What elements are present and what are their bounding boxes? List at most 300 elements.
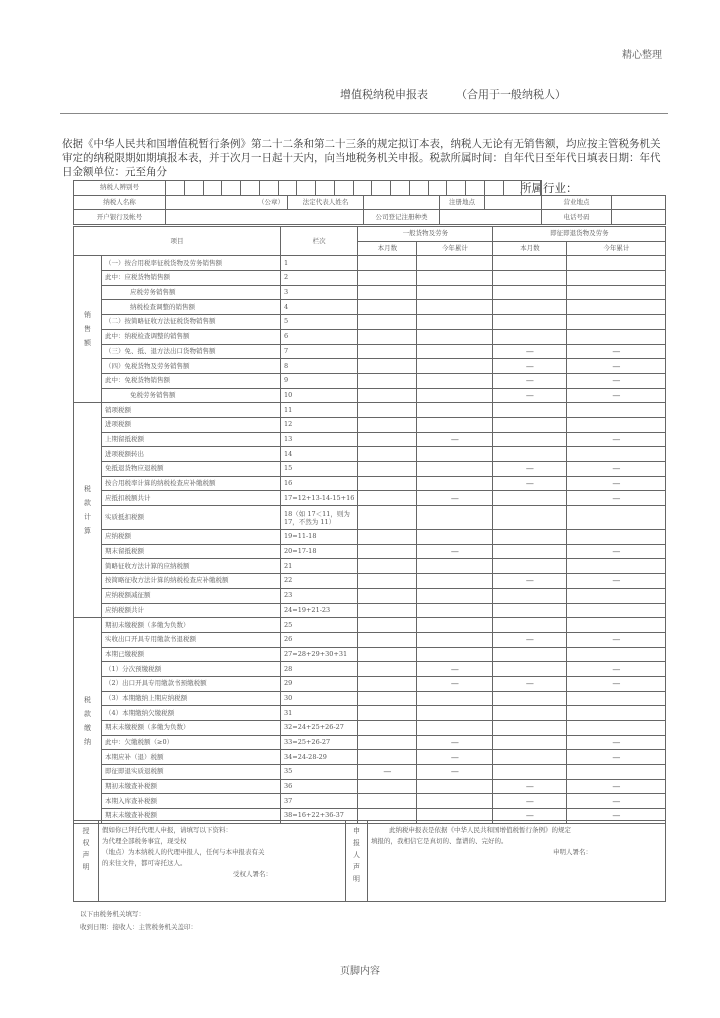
authorization-signature: 受权人署名： bbox=[233, 870, 272, 878]
statement-table bbox=[73, 820, 666, 902]
table-row bbox=[74, 417, 666, 432]
column-header-line-no: 栏次 bbox=[281, 227, 358, 256]
form-title-sub: （合用于一般纳税人） bbox=[455, 88, 566, 101]
immediate-month-cell: — bbox=[493, 388, 567, 403]
row-line-number: 14 bbox=[281, 447, 358, 462]
row-line-number: 16 bbox=[281, 476, 358, 491]
row-item-label: 应抵扣税额共计 bbox=[102, 491, 281, 506]
row-line-number: 19=11-18 bbox=[281, 530, 358, 545]
office-notes bbox=[80, 908, 197, 934]
general-ytd-cell[interactable] bbox=[417, 618, 493, 633]
general-ytd-cell[interactable] bbox=[417, 603, 493, 618]
company-type-field[interactable] bbox=[440, 210, 542, 225]
immediate-ytd-cell: — bbox=[567, 373, 666, 388]
section-label-cell bbox=[74, 618, 102, 824]
row-item-label: 期初未缴税额（多缴为负数） bbox=[102, 618, 281, 633]
general-ytd-cell[interactable] bbox=[417, 271, 493, 286]
table-row bbox=[74, 603, 666, 618]
general-ytd-cell[interactable] bbox=[417, 721, 493, 736]
immediate-month-cell[interactable] bbox=[493, 447, 567, 462]
declaration-line: 此纳税申报表是依据《中华人民共和国增值税暂行条例》的规定 bbox=[389, 826, 571, 834]
row-line-number: 24=19+21-23 bbox=[281, 603, 358, 618]
authorization-text[interactable] bbox=[99, 821, 346, 902]
general-ytd-cell[interactable] bbox=[417, 329, 493, 344]
taxpayer-id-digit-box[interactable] bbox=[504, 181, 523, 195]
general-month-cell[interactable] bbox=[358, 632, 417, 647]
taxpayer-id-digit-box[interactable] bbox=[279, 181, 298, 195]
immediate-month-cell[interactable] bbox=[493, 417, 567, 432]
table-row bbox=[74, 662, 666, 677]
phone-field[interactable] bbox=[612, 210, 666, 225]
reg-address-label: 注册地点 bbox=[440, 195, 485, 210]
row-line-number: 31 bbox=[281, 706, 358, 721]
table-row bbox=[74, 588, 666, 603]
row-line-number: 1 bbox=[281, 256, 358, 271]
table-row bbox=[74, 432, 666, 447]
table-row bbox=[74, 256, 666, 271]
general-ytd-cell[interactable] bbox=[417, 359, 493, 374]
immediate-month-cell[interactable] bbox=[493, 491, 567, 506]
row-item-label: 销项税额 bbox=[102, 403, 281, 418]
general-ytd-cell[interactable] bbox=[417, 794, 493, 809]
immediate-ytd-cell[interactable] bbox=[567, 618, 666, 633]
immediate-ytd-cell: — bbox=[567, 491, 666, 506]
immediate-month-cell[interactable] bbox=[493, 506, 567, 530]
row-line-number: 32=24+25+26-27 bbox=[281, 721, 358, 736]
immediate-month-cell: — bbox=[493, 373, 567, 388]
table-row bbox=[74, 403, 666, 418]
general-ytd-cell[interactable] bbox=[417, 388, 493, 403]
immediate-ytd-cell: — bbox=[567, 476, 666, 491]
immediate-month-cell[interactable] bbox=[493, 256, 567, 271]
authorization-line: 假如你已拜托代理人申报，请填写以下资料： bbox=[102, 826, 232, 834]
immediate-month-cell: — bbox=[493, 344, 567, 359]
immediate-ytd-cell: — bbox=[567, 388, 666, 403]
general-ytd-cell[interactable] bbox=[417, 706, 493, 721]
row-line-number: 9 bbox=[281, 373, 358, 388]
column-header-general-ytd: 今年累计 bbox=[417, 241, 493, 256]
general-month-cell[interactable] bbox=[358, 373, 417, 388]
immediate-month-cell[interactable] bbox=[493, 691, 567, 706]
table-row bbox=[74, 735, 666, 750]
taxpayer-id-digit-box[interactable] bbox=[429, 181, 448, 195]
immediate-month-cell: — bbox=[493, 359, 567, 374]
general-month-cell[interactable] bbox=[358, 706, 417, 721]
general-ytd-cell: — bbox=[417, 676, 493, 691]
intro-paragraph: 依据《中华人民共和国增值税暂行条例》第二十二条和第二十三条的规定拟订本表，纳税人无论有无销售额，均应按主管税务机关审定的纳税限期如期填报本表，并于次月一日起十天内，向当地税务机关申报。税款所属时间：自年代日至年代日填表日期：年代日金额单位：元至角分 bbox=[62, 138, 661, 178]
general-ytd-cell[interactable] bbox=[417, 632, 493, 647]
row-line-number: 30 bbox=[281, 691, 358, 706]
general-ytd-cell[interactable] bbox=[417, 447, 493, 462]
table-row bbox=[74, 706, 666, 721]
immediate-ytd-cell[interactable] bbox=[567, 559, 666, 574]
immediate-ytd-cell: — bbox=[567, 632, 666, 647]
row-item-label: 即征即退实质退税额 bbox=[102, 765, 281, 780]
general-month-cell[interactable] bbox=[358, 779, 417, 794]
row-line-number: 7 bbox=[281, 344, 358, 359]
row-item-label: （四）免税货物及劳务销售额 bbox=[102, 359, 281, 374]
column-header-general: 一般货物及劳务 bbox=[358, 227, 493, 242]
general-month-cell[interactable] bbox=[358, 300, 417, 315]
row-line-number: 5 bbox=[281, 315, 358, 330]
taxpayer-id-digit-box[interactable] bbox=[372, 181, 391, 195]
column-header-item: 项目 bbox=[74, 227, 281, 256]
immediate-ytd-cell: — bbox=[567, 574, 666, 589]
general-month-cell[interactable] bbox=[358, 647, 417, 662]
row-item-label: 纳税检查调整的销售额 bbox=[102, 300, 281, 315]
row-item-label: （2）出口开具专用缴款书预缴税额 bbox=[102, 676, 281, 691]
row-line-number: 23 bbox=[281, 588, 358, 603]
immediate-ytd-cell[interactable] bbox=[567, 530, 666, 545]
immediate-month-cell[interactable] bbox=[493, 721, 567, 736]
immediate-ytd-cell: — bbox=[567, 344, 666, 359]
table-row bbox=[74, 344, 666, 359]
table-row bbox=[74, 750, 666, 765]
general-ytd-cell[interactable] bbox=[417, 691, 493, 706]
immediate-ytd-cell[interactable] bbox=[567, 417, 666, 432]
general-month-cell[interactable] bbox=[358, 544, 417, 559]
row-line-number: 33=25+26-27 bbox=[281, 735, 358, 750]
row-item-label: 应税劳务销售额 bbox=[102, 285, 281, 300]
immediate-month-cell[interactable] bbox=[493, 618, 567, 633]
immediate-month-cell[interactable] bbox=[493, 432, 567, 447]
immediate-month-cell[interactable] bbox=[493, 603, 567, 618]
immediate-ytd-cell[interactable] bbox=[567, 647, 666, 662]
legal-rep-field[interactable] bbox=[364, 195, 440, 210]
immediate-month-cell[interactable] bbox=[493, 706, 567, 721]
immediate-ytd-cell: — bbox=[567, 676, 666, 691]
table-row bbox=[74, 647, 666, 662]
immediate-ytd-cell[interactable] bbox=[567, 588, 666, 603]
row-line-number: 25 bbox=[281, 618, 358, 633]
table-row bbox=[74, 544, 666, 559]
immediate-ytd-cell[interactable] bbox=[567, 256, 666, 271]
general-month-cell[interactable] bbox=[358, 447, 417, 462]
immediate-ytd-cell: — bbox=[567, 462, 666, 477]
row-item-label: 应纳税额 bbox=[102, 530, 281, 545]
immediate-ytd-cell[interactable] bbox=[567, 603, 666, 618]
table-row bbox=[74, 779, 666, 794]
legal-rep-label: 法定代表人姓名 bbox=[288, 195, 364, 210]
taxpayer-id-digit-box[interactable] bbox=[466, 181, 485, 195]
row-line-number: 12 bbox=[281, 417, 358, 432]
immediate-ytd-cell[interactable] bbox=[567, 721, 666, 736]
section-label-cell bbox=[74, 403, 102, 618]
row-item-label: 简略征收方法计算的应纳税额 bbox=[102, 559, 281, 574]
section-label-cell bbox=[74, 256, 102, 403]
table-row bbox=[74, 462, 666, 477]
section-label: 税款计算 bbox=[84, 485, 91, 536]
general-ytd-cell[interactable] bbox=[417, 315, 493, 330]
immediate-month-cell: — bbox=[493, 462, 567, 477]
row-item-label: （二）按简略征收方法征税货物销售额 bbox=[102, 315, 281, 330]
general-ytd-cell[interactable] bbox=[417, 256, 493, 271]
table-row bbox=[74, 506, 666, 530]
general-month-cell[interactable] bbox=[358, 403, 417, 418]
row-item-label: 本期已缴税额 bbox=[102, 647, 281, 662]
row-item-label: 此中：纳税检查调整的销售额 bbox=[102, 329, 281, 344]
bank-account-label: 开户银行及帐号 bbox=[74, 210, 166, 225]
phone-label: 电话号码 bbox=[542, 210, 612, 225]
immediate-ytd-cell[interactable] bbox=[567, 300, 666, 315]
general-ytd-cell[interactable] bbox=[417, 462, 493, 477]
general-month-cell[interactable] bbox=[358, 530, 417, 545]
general-ytd-cell[interactable] bbox=[417, 506, 493, 530]
column-header-general-month: 本月数 bbox=[358, 241, 417, 256]
immediate-month-cell[interactable] bbox=[493, 588, 567, 603]
taxpayer-id-digit-box[interactable] bbox=[316, 181, 335, 195]
general-ytd-cell[interactable] bbox=[417, 403, 493, 418]
general-month-cell[interactable] bbox=[358, 794, 417, 809]
immediate-month-cell[interactable] bbox=[493, 662, 567, 677]
immediate-month-cell[interactable] bbox=[493, 750, 567, 765]
general-month-cell[interactable] bbox=[358, 285, 417, 300]
form-title-main: 增值税纳税申报表 bbox=[340, 88, 428, 101]
table-row bbox=[74, 300, 666, 315]
general-ytd-cell[interactable] bbox=[417, 588, 493, 603]
row-item-label: 应纳税额共计 bbox=[102, 603, 281, 618]
general-month-cell: — bbox=[358, 765, 417, 780]
taxpayer-id-digit-box[interactable] bbox=[391, 181, 410, 195]
immediate-month-cell: — bbox=[493, 574, 567, 589]
general-month-cell[interactable] bbox=[358, 432, 417, 447]
authorization-label: 授权声明 bbox=[82, 827, 90, 871]
general-month-cell[interactable] bbox=[358, 476, 417, 491]
taxpayer-id-label: 纳税人辨别号 bbox=[74, 181, 166, 196]
general-ytd-cell[interactable] bbox=[417, 285, 493, 300]
general-month-cell[interactable] bbox=[358, 491, 417, 506]
general-ytd-cell[interactable] bbox=[417, 530, 493, 545]
row-item-label: （3）本期缴纳上期应纳税额 bbox=[102, 691, 281, 706]
immediate-ytd-cell: — bbox=[567, 735, 666, 750]
immediate-ytd-cell[interactable] bbox=[567, 691, 666, 706]
general-month-cell[interactable] bbox=[358, 721, 417, 736]
bank-account-field[interactable] bbox=[166, 210, 364, 225]
row-item-label: 按简略征收方法计算的纳税检查应补缴税额 bbox=[102, 574, 281, 589]
table-row bbox=[74, 559, 666, 574]
industry-label: 所属行业： bbox=[520, 181, 578, 195]
general-ytd-cell: — bbox=[417, 491, 493, 506]
table-row bbox=[74, 491, 666, 506]
taxpayer-id-digit-box[interactable] bbox=[335, 181, 354, 195]
taxpayer-id-digit-box[interactable] bbox=[166, 181, 185, 195]
general-ytd-cell[interactable] bbox=[417, 373, 493, 388]
row-line-number: 4 bbox=[281, 300, 358, 315]
immediate-ytd-cell[interactable] bbox=[567, 315, 666, 330]
taxpayer-id-digit-box[interactable] bbox=[185, 181, 204, 195]
taxpayer-id-digit-box[interactable] bbox=[260, 181, 279, 195]
authorization-line: （地点）为本纳税人的代理申报人，任何与本申报表有关 bbox=[102, 848, 265, 856]
taxpayer-name-field[interactable] bbox=[166, 195, 288, 210]
general-month-cell[interactable] bbox=[358, 735, 417, 750]
general-month-cell[interactable] bbox=[358, 359, 417, 374]
authorization-label-cell bbox=[74, 821, 99, 902]
immediate-ytd-cell: — bbox=[567, 432, 666, 447]
row-item-label: 实质抵扣税额 bbox=[102, 506, 281, 530]
general-ytd-cell[interactable] bbox=[417, 559, 493, 574]
immediate-month-cell[interactable] bbox=[493, 300, 567, 315]
general-month-cell[interactable] bbox=[358, 676, 417, 691]
row-line-number: 20=17-18 bbox=[281, 544, 358, 559]
row-line-number: 22 bbox=[281, 574, 358, 589]
general-month-cell[interactable] bbox=[358, 750, 417, 765]
section-label: 销售额 bbox=[84, 311, 91, 348]
declaration-line: 填报的，我相信它是真切的、靠谱的、完好的。 bbox=[371, 837, 508, 845]
business-address-label: 营业地点 bbox=[542, 195, 612, 210]
table-row bbox=[74, 285, 666, 300]
general-month-cell[interactable] bbox=[358, 315, 417, 330]
section-label: 税款缴纳 bbox=[84, 695, 91, 746]
immediate-ytd-cell[interactable] bbox=[567, 403, 666, 418]
taxpayer-id-digit-box[interactable] bbox=[447, 181, 466, 195]
immediate-month-cell[interactable] bbox=[493, 647, 567, 662]
row-line-number: 18（如 17＜11，则为 17，不然为 11） bbox=[281, 506, 358, 530]
row-line-number: 6 bbox=[281, 329, 358, 344]
immediate-ytd-cell[interactable] bbox=[567, 765, 666, 780]
table-row bbox=[74, 574, 666, 589]
taxpayer-id-digit-box[interactable] bbox=[204, 181, 223, 195]
immediate-ytd-cell[interactable] bbox=[567, 506, 666, 530]
taxpayer-id-digit-box[interactable] bbox=[222, 181, 241, 195]
column-header-immediate-month: 本月数 bbox=[493, 241, 567, 256]
column-header-immediate-ytd: 今年累计 bbox=[567, 241, 666, 256]
immediate-month-cell: — bbox=[493, 632, 567, 647]
declaration-text[interactable] bbox=[368, 821, 666, 902]
taxpayer-id-digit-box[interactable] bbox=[485, 181, 504, 195]
immediate-ytd-cell[interactable] bbox=[567, 329, 666, 344]
table-row bbox=[74, 765, 666, 780]
taxpayer-id-digit-box[interactable] bbox=[241, 181, 260, 195]
row-item-label: 本期应补（退）税额 bbox=[102, 750, 281, 765]
general-ytd-cell[interactable] bbox=[417, 344, 493, 359]
immediate-month-cell: — bbox=[493, 779, 567, 794]
immediate-ytd-cell: — bbox=[567, 794, 666, 809]
row-line-number: 10 bbox=[281, 388, 358, 403]
general-ytd-cell[interactable] bbox=[417, 417, 493, 432]
immediate-month-cell[interactable] bbox=[493, 271, 567, 286]
taxpayer-id-digit-box[interactable] bbox=[297, 181, 316, 195]
general-month-cell[interactable] bbox=[358, 344, 417, 359]
table-row bbox=[74, 447, 666, 462]
table-row bbox=[74, 676, 666, 691]
row-line-number: 26 bbox=[281, 632, 358, 647]
row-line-number: 35 bbox=[281, 765, 358, 780]
row-line-number: 17=12+13-14-15+16 bbox=[281, 491, 358, 506]
row-item-label: （4）本期缴纳欠缴税额 bbox=[102, 706, 281, 721]
column-header-immediate: 即征即退货物及劳务 bbox=[493, 227, 666, 242]
table-row bbox=[74, 794, 666, 809]
general-ytd-cell: — bbox=[417, 432, 493, 447]
immediate-month-cell[interactable] bbox=[493, 735, 567, 750]
immediate-month-cell[interactable] bbox=[493, 329, 567, 344]
general-month-cell[interactable] bbox=[358, 618, 417, 633]
row-line-number: 34=24-28-29 bbox=[281, 750, 358, 765]
immediate-ytd-cell[interactable] bbox=[567, 706, 666, 721]
row-line-number: 38=16+22+36-37 bbox=[281, 809, 358, 824]
table-row bbox=[74, 721, 666, 736]
seal-label: （公章） bbox=[258, 198, 284, 207]
general-ytd-cell[interactable] bbox=[417, 647, 493, 662]
reg-address-field[interactable] bbox=[485, 195, 542, 210]
immediate-ytd-cell[interactable] bbox=[567, 271, 666, 286]
immediate-month-cell[interactable] bbox=[493, 544, 567, 559]
general-month-cell[interactable] bbox=[358, 388, 417, 403]
immediate-month-cell[interactable] bbox=[493, 315, 567, 330]
row-item-label: （1）分次预缴税额 bbox=[102, 662, 281, 677]
title-divider bbox=[60, 113, 668, 114]
row-line-number: 11 bbox=[281, 403, 358, 418]
general-ytd-cell[interactable] bbox=[417, 476, 493, 491]
row-line-number: 29 bbox=[281, 676, 358, 691]
immediate-ytd-cell: — bbox=[567, 809, 666, 824]
general-month-cell[interactable] bbox=[358, 506, 417, 530]
office-note: 收到日期：接收人：主管税务机关盖印： bbox=[80, 923, 197, 931]
general-month-cell[interactable] bbox=[358, 588, 417, 603]
immediate-month-cell[interactable] bbox=[493, 530, 567, 545]
taxpayer-name-label: 纳税人名称 bbox=[74, 195, 166, 210]
immediate-month-cell[interactable] bbox=[493, 285, 567, 300]
taxpayer-id-digit-box[interactable] bbox=[354, 181, 373, 195]
general-month-cell[interactable] bbox=[358, 417, 417, 432]
row-item-label: （三）免、抵、退方法出口货物销售额 bbox=[102, 344, 281, 359]
immediate-ytd-cell[interactable] bbox=[567, 447, 666, 462]
general-month-cell[interactable] bbox=[358, 559, 417, 574]
general-ytd-cell: — bbox=[417, 544, 493, 559]
table-row bbox=[74, 329, 666, 344]
immediate-month-cell[interactable] bbox=[493, 559, 567, 574]
taxpayer-info-table bbox=[73, 180, 666, 225]
row-line-number: 37 bbox=[281, 794, 358, 809]
row-item-label: 上期留抵税额 bbox=[102, 432, 281, 447]
general-month-cell[interactable] bbox=[358, 603, 417, 618]
page-footer: 页脚内容 bbox=[340, 966, 380, 977]
row-item-label: （一）按合用税率征税货物及劳务销售额 bbox=[102, 256, 281, 271]
general-ytd-cell[interactable] bbox=[417, 300, 493, 315]
general-month-cell[interactable] bbox=[358, 574, 417, 589]
row-line-number: 15 bbox=[281, 462, 358, 477]
table-row bbox=[74, 359, 666, 374]
row-line-number: 2 bbox=[281, 271, 358, 286]
general-month-cell[interactable] bbox=[358, 256, 417, 271]
immediate-month-cell: — bbox=[493, 476, 567, 491]
general-ytd-cell[interactable] bbox=[417, 779, 493, 794]
taxpayer-id-boxes[interactable] bbox=[166, 181, 542, 196]
immediate-month-cell[interactable] bbox=[493, 765, 567, 780]
row-item-label: 实收出口开具专用缴款书退税额 bbox=[102, 632, 281, 647]
immediate-ytd-cell: — bbox=[567, 750, 666, 765]
general-month-cell[interactable] bbox=[358, 662, 417, 677]
general-month-cell[interactable] bbox=[358, 462, 417, 477]
row-item-label: 此中：免税货物销售额 bbox=[102, 373, 281, 388]
immediate-month-cell[interactable] bbox=[493, 403, 567, 418]
general-month-cell[interactable] bbox=[358, 691, 417, 706]
row-item-label: 进项税额 bbox=[102, 417, 281, 432]
row-item-label: 此中：欠缴税额（≥0） bbox=[102, 735, 281, 750]
taxpayer-id-digit-box[interactable] bbox=[410, 181, 429, 195]
office-note: 以下由税务机关填写： bbox=[80, 910, 145, 918]
general-ytd-cell[interactable] bbox=[417, 574, 493, 589]
row-line-number: 21 bbox=[281, 559, 358, 574]
general-month-cell[interactable] bbox=[358, 271, 417, 286]
business-address-field[interactable] bbox=[612, 195, 666, 210]
general-month-cell[interactable] bbox=[358, 329, 417, 344]
table-row bbox=[74, 530, 666, 545]
table-row bbox=[74, 618, 666, 633]
row-line-number: 8 bbox=[281, 359, 358, 374]
immediate-ytd-cell[interactable] bbox=[567, 285, 666, 300]
table-row bbox=[74, 271, 666, 286]
taxpayer-id-digit-box[interactable] bbox=[522, 181, 541, 195]
